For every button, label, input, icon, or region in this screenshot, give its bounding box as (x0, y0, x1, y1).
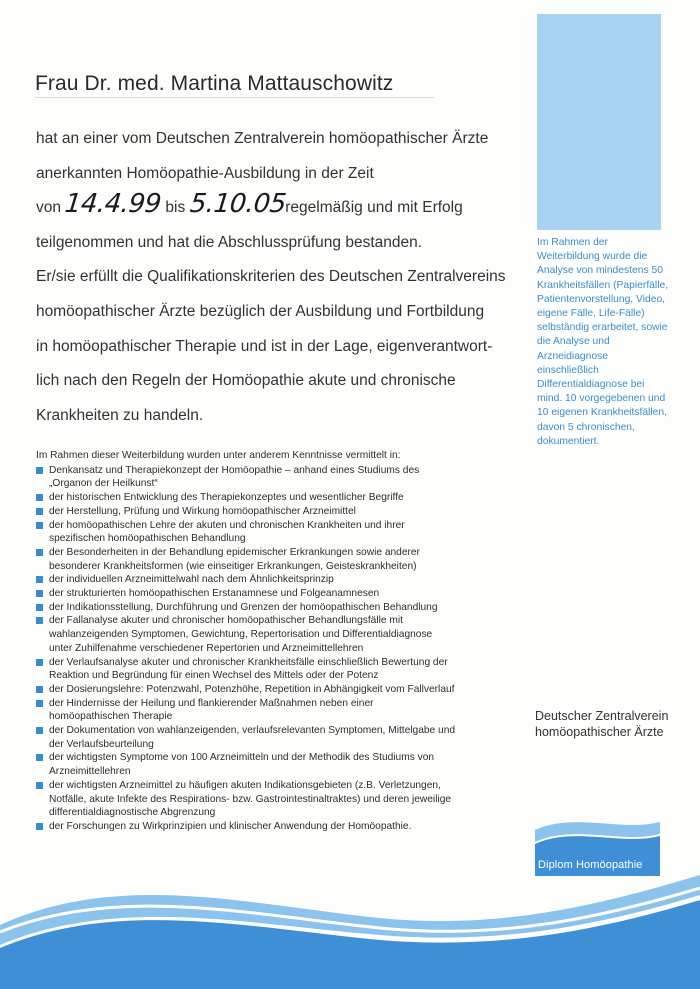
list-item-text: der Verlaufsanalyse akuter und chronischer Krankheitsfälle einschließlich Bewertung der Reaktion und Begründung für einen Wechsel des Mittels oder der Potenz (49, 656, 448, 682)
sidebar-note: Im Rahmen der Weiterbildung wurde die Analyse von mindestens 50 Krankheitsfällen (Papierfälle, Patientenvorstellung, Video, eigene Fälle, Life-Fälle) selbständig erarbeitet, sowie die Analyse und Arzneidiagnose einschließlich Differentialdiagnose bei mind. 10 vorgegebenen und 10 eigenen Krankheitsfällen, davon 5 chronischen, dokumentiert. (537, 237, 669, 447)
list-item-text: der Besonderheiten in der Behandlung epidemischer Erkrankungen sowie anderer besonderer Krankheitsformen (wie einseitiger Erkrankungen, Geisteskrankheiten) (49, 546, 420, 572)
list-item-text: der historischen Entwicklung des Therapiekonzeptes und wesentlicher Begriffe (49, 492, 404, 504)
list-item-text: Denkansatz und Therapiekonzept der Homöopathie – anhand eines Studiums des „Organon der Heilkunst“ (49, 464, 420, 490)
list-item-text: der individuellen Arzneimittelwahl nach dem Ähnlichkeitsprinzip (49, 574, 334, 586)
list-item-text: der Dosierungslehre: Potenzwahl, Potenzhöhe, Repetition in Abhängigkeit vom Fallverlauf (49, 683, 455, 695)
list-item-text: der Fallanalyse akuter und chronischer homöopathischer Behandlungsfälle mit wahlanzeigenden Symptomen, Gewichtung, Repertorisation und Differentialdiagnose unter Zuhilfenahme verschiedener Repertorien und Arzneimittellehren (49, 615, 433, 654)
list-item-text: der Forschungen zu Wirkprinzipien und klinischer Anwendung der Homöopathie. (49, 820, 412, 832)
body-line: hat an einer vom Deutschen Zentralverein homöopathischer Ärzte (36, 130, 489, 147)
body-line: homöopathischer Ärzte bezüglich der Ausbildung und Fortbildung (36, 302, 485, 320)
body-line: lich nach den Regeln der Homöopathie akute und chronische (36, 372, 456, 390)
body-line-rest: regelmäßig und mit Erfolg (285, 199, 463, 217)
body-line: teilgenommen und hat die Abschlussprüfung bestanden. (36, 233, 423, 251)
list-item-text: der wichtigsten Symptome von 100 Arzneimitteln und der Methodik des Studiums von Arzneimittellehren (49, 752, 435, 778)
logo-text: Diplom Homöopathie (538, 859, 643, 871)
bis-label: bis (165, 199, 186, 217)
list-item-text: der Hindernisse der Heilung und flankierender Maßnahmen neben einer homöopathischen Therapie (49, 697, 374, 723)
body-line: anerkannten Homöopathie-Ausbildung in der Zeit (36, 164, 374, 182)
body-line: Er/sie erfüllt die Qualifikationskriterien des Deutschen Zentralvereins (36, 268, 506, 286)
handwritten-date-from: 14.4.99 (63, 189, 163, 220)
body-line: in homöopathischer Therapie und ist in der Lage, eigenverantwort- (36, 337, 493, 355)
body-line: Krankheiten zu handeln. (36, 406, 204, 424)
von-label: von (36, 199, 61, 217)
association-line: homöopathischer Ärzte (535, 725, 664, 739)
list-item-text: der strukturierten homöopathischen Erstanamnese und Folgeanamnesen (49, 588, 380, 600)
list-item-text: der Dokumentation von wahlanzeigenden, verlaufsrelevanten Symptomen, Mittelgabe und der Verlaufsbeurteilung (49, 725, 456, 750)
handwritten-date-to: 5.10.05 (187, 189, 287, 220)
list-item-text: der Indikationsstellung, Durchführung und Grenzen der homöopathischen Behandlung (49, 601, 438, 613)
list-item-text: der wichtigsten Arzneimittel zu häufigen akuten Indikationsgebieten (z.B. Verletzungen, Notfälle, akute Infekte des Respirations- bzw. Gastrointestinaltraktes) und deren jeweilige differentialdiagnostische Abgrenzung (49, 779, 452, 819)
association-line: Deutscher Zentralverein (535, 709, 669, 723)
recipient-name: Frau Dr. med. Martina Mattauschowitz (35, 72, 394, 95)
competencies-intro: Im Rahmen dieser Weiterbildung wurden unter anderem Kenntnisse vermittelt in: (36, 450, 401, 461)
list-item-text: der Herstellung, Prüfung und Wirkung homöopathischer Arzneimittel (49, 505, 356, 517)
list-item-text: der homöopathischen Lehre der akuten und chronischen Krankheiten und ihrer spezifischen homöopathischen Behandlung (49, 519, 405, 545)
